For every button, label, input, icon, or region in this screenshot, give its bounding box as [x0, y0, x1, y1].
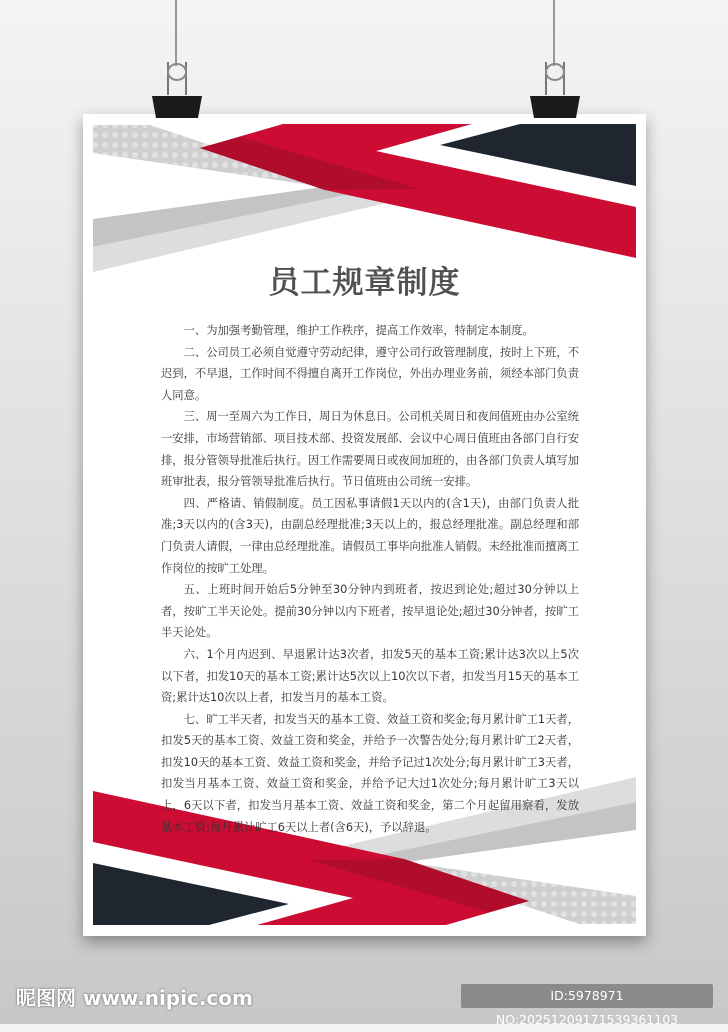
watermark-logo: 昵图网 www.nipic.com	[16, 986, 253, 1010]
paragraph: 六、1个月内迟到、早退累计达3次者，扣发5天的基本工资;累计达3次以上5次以下者，扣发10天的基本工资;累计达5次以上10次以下者，扣发当月15天的基本工资;累计达10次以上者，扣发当月的基本工资。	[161, 647, 579, 705]
regulations-body	[161, 320, 579, 838]
paragraph: 七、旷工半天者，扣发当天的基本工资、效益工资和奖金;每月累计旷工1天者，扣发5天的基本工资、效益工资和奖金，并给予一次警告处分;每月累计旷工2天者，扣发10天的基本工资、效益工资和奖金，并给予记过1次处分;每月累计旷工3天者，扣发当月基本工资、效益工资和奖金，并给予记大过1次处分;每月累计旷工3天以上，6天以下者，扣发当月基本工资、效益工资和奖金，第二个月起留用察看，发放基本工资;每月累计旷工6天以上者(含6天)，予以辞退。	[161, 712, 579, 834]
image-id-badge: ID:5978971 NO:20251209171539361103	[461, 984, 713, 1008]
page-title: 员工规章制度	[268, 265, 461, 301]
paragraph: 五、上班时间开始后5分钟至30分钟内到班者，按迟到论处;超过30分钟以上者，按旷工半天论处。提前30分钟以内下班者，按早退论处;超过30分钟者，按旷工半天论处。	[161, 583, 579, 640]
paragraph: 一、为加强考勤管理，维护工作秩序，提高工作效率，特制定本制度。	[183, 324, 534, 337]
paragraph: 三、周一至周六为工作日，周日为休息日。公司机关周日和夜间值班由办公室统一安排，市场营销部、项目技术部、投资发展部、会议中心周日值班由各部门自行安排，报分管领导批准后执行。因工作需要周日或夜间加班的，由各部门负责人填写加班审批表，报分管领导批准后执行。节日值班由公司统一安排。	[161, 410, 579, 489]
paragraph: 二、公司员工必须自觉遵守劳动纪律，遵守公司行政管理制度，按时上下班，不迟到，不早退，工作时间不得擅自离开工作岗位，外出办理业务前，须经本部门负责人同意。	[161, 345, 579, 402]
paragraph: 四、严格请、销假制度。员工因私事请假1天以内的(含1天)，由部门负责人批准;3天以内的(含3天)，由副总经理批准;3天以上的，报总经理批准。副总经理和部门负责人请假，一律由总经理批准。请假员工事毕向批准人销假。未经批准而擅离工作岗位的按旷工处理。	[161, 496, 579, 575]
binder-clip-left-icon	[152, 62, 202, 118]
binder-clip-right-icon	[530, 62, 580, 118]
